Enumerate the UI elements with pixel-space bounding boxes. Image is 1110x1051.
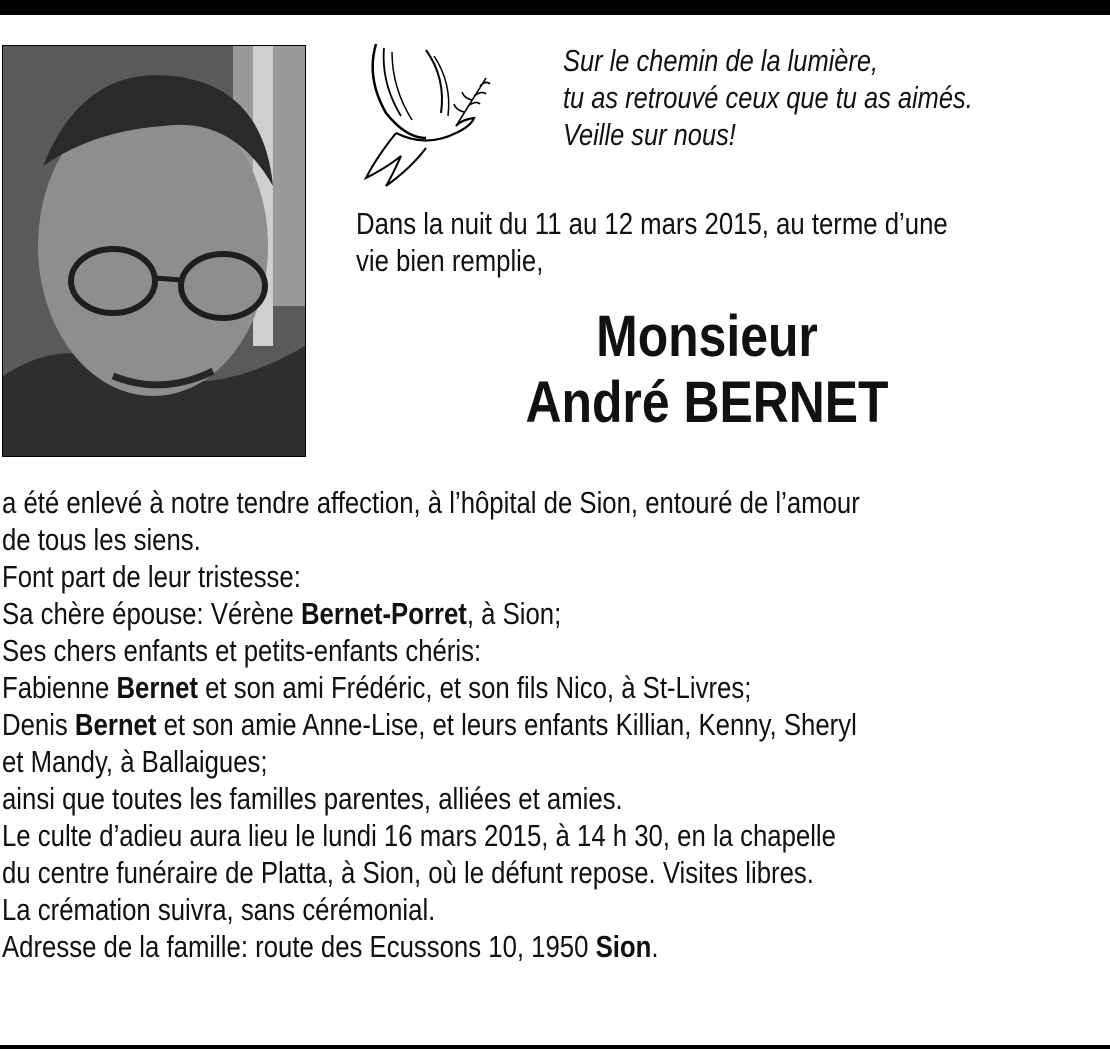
body-text-span: et son amie Anne-Lise, et leurs enfants Killian, Kenny, Sheryl <box>156 707 857 742</box>
deceased-title: Monsieur <box>596 304 818 369</box>
body-text-span: . <box>651 929 659 964</box>
body-line: et Mandy, à Ballaigues; <box>2 744 268 779</box>
intro-line: vie bien remplie, <box>356 243 544 278</box>
body-line: Le culte d’adieu aura lieu le lundi 16 mars 2015, à 14 h 30, en la chapelle <box>2 818 836 853</box>
body-text-span: Fabienne <box>2 670 117 705</box>
intro-text <box>356 205 1103 279</box>
body-line <box>2 706 1106 743</box>
poem-line: tu as retrouvé ceux que tu as aimés. <box>563 80 973 115</box>
body-text-span: Adresse de la famille: route des Ecussons 10, 1950 <box>2 929 596 964</box>
bottom-rule <box>0 1045 1110 1049</box>
body-line <box>2 595 1106 632</box>
intro-line: Dans la nuit du 11 au 12 mars 2015, au terme d’une <box>356 206 948 241</box>
deceased-name-block <box>356 304 1058 436</box>
top-rule <box>0 0 1110 15</box>
city-name-bold: Sion <box>595 929 652 964</box>
deceased-name: André BERNET <box>525 370 889 435</box>
body-text-span: , à Sion; <box>466 596 562 631</box>
portrait-photo <box>2 45 306 457</box>
body-line <box>2 669 1106 706</box>
dove-with-olive-branch-icon <box>356 38 494 188</box>
announcement-body <box>2 484 1106 965</box>
family-name-bold: Bernet <box>116 670 198 705</box>
body-line: Ses chers enfants et petits-enfants chéris: <box>2 633 482 668</box>
body-line: du centre funéraire de Platta, à Sion, où le défunt repose. Visites libres. <box>2 855 814 890</box>
body-line: a été enlevé à notre tendre affection, à l’hôpital de Sion, entouré de l’amour <box>2 485 860 520</box>
family-name-bold: Bernet-Porret <box>300 596 467 631</box>
body-line: Font part de leur tristesse: <box>2 559 301 594</box>
poem-line: Veille sur nous! <box>563 117 736 152</box>
body-text-span: Denis <box>2 707 75 742</box>
body-line: de tous les siens. <box>2 522 201 557</box>
body-line <box>2 928 1106 965</box>
body-text-span: et son ami Frédéric, et son fils Nico, à St-Livres; <box>197 670 752 705</box>
body-line: La crémation suivra, sans cérémonial. <box>2 892 436 927</box>
poem <box>563 42 1010 153</box>
body-line: ainsi que toutes les familles parentes, alliées et amies. <box>2 781 623 816</box>
body-text-span: Sa chère épouse: Vérène <box>2 596 301 631</box>
poem-line: Sur le chemin de la lumière, <box>563 43 879 78</box>
family-name-bold: Bernet <box>74 707 157 742</box>
